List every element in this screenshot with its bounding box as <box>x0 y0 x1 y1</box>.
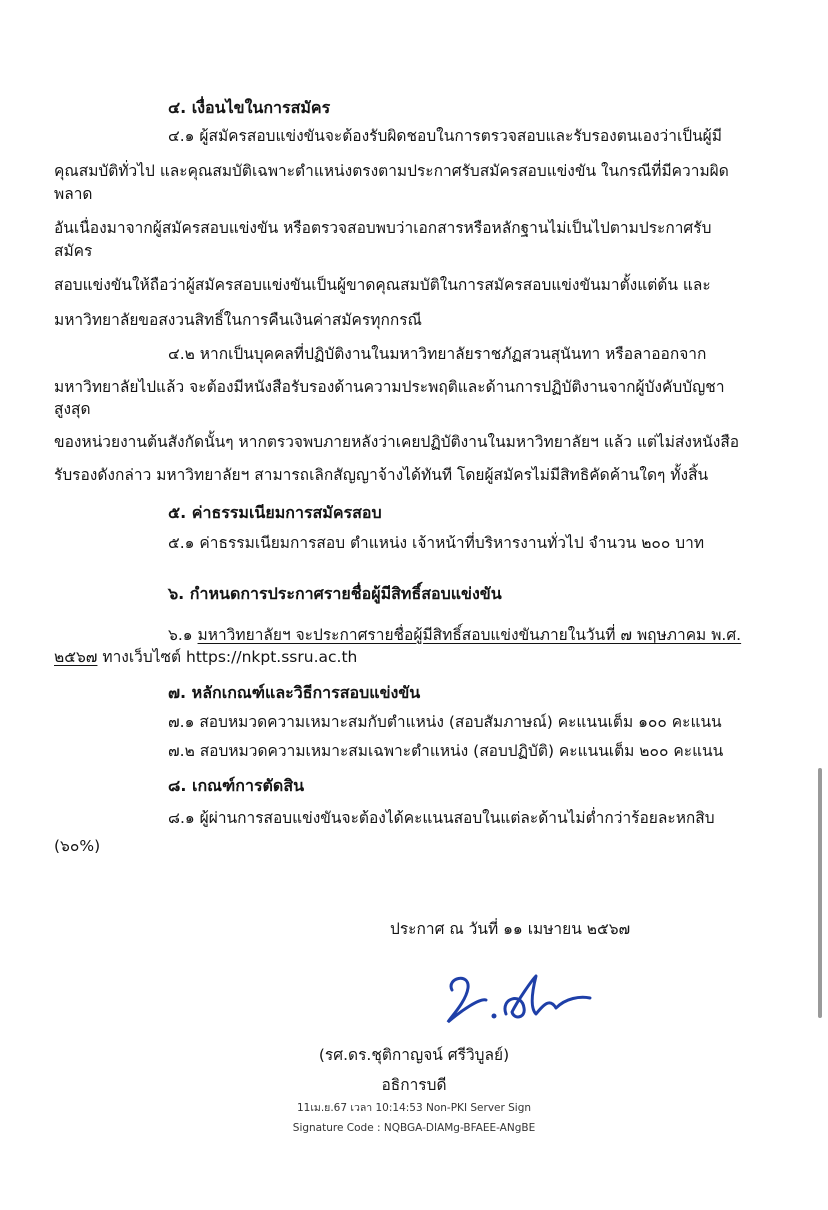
announce-date: ประกาศ ณ วันที่ ๑๑ เมษายน ๒๕๖๗ <box>390 920 631 938</box>
section-7-heading: ๗. หลักเกณฑ์และวิธีการสอบแข่งขัน <box>168 683 421 702</box>
section-5-heading: ๕. ค่าธรรมเนียมการสมัครสอบ <box>168 503 382 522</box>
text-line: ๔.๑ ผู้สมัครสอบแข่งขันจะต้องรับผิดชอบในการตรวจสอบและรับรองตนเองว่าเป็นผู้มี <box>168 127 722 145</box>
text-line: (๖๐%) <box>54 837 101 855</box>
text-line <box>168 624 741 646</box>
section-4-heading: ๔. เงื่อนไขในการสมัคร <box>168 98 331 117</box>
text-line: ๘.๑ ผู้ผ่านการสอบแข่งขันจะต้องได้คะแนนสอบในแต่ละด้านไม่ต่ำกว่าร้อยละหกสิบ <box>168 809 715 827</box>
section-6-heading: ๖. กำหนดการประกาศรายชื่อผู้มีสิทธิ์สอบแข่งขัน <box>168 584 502 603</box>
text-line: สมัคร <box>54 242 93 260</box>
text-line: ๕.๑ ค่าธรรมเนียมการสอบ ตำแหน่ง เจ้าหน้าที่บริหารงานทั่วไป จำนวน ๒๐๐ บาท <box>168 534 705 552</box>
item-number: ๖.๑ <box>168 626 198 644</box>
announcement-date-text: มหาวิทยาลัยฯ จะประกาศรายชื่อผู้มีสิทธิ์สอบแข่งขันภายในวันที่ ๗ พฤษภาคม พ.ศ. <box>197 626 742 644</box>
website-text: ทางเว็บไซต์ https://nkpt.ssru.ac.th <box>97 648 358 666</box>
signature-image <box>440 968 600 1030</box>
text-line: ๗.๑ สอบหมวดความเหมาะสมกับตำแหน่ง (สอบสัมภาษณ์) คะแนนเต็ม ๑๐๐ คะแนน <box>168 713 722 731</box>
signature-code: Signature Code : NQBGA-DIAMg-BFAEE-ANgBE <box>292 1122 536 1134</box>
scrollbar[interactable] <box>818 768 822 1018</box>
text-line: คุณสมบัติทั่วไป และคุณสมบัติเฉพาะตำแหน่งตรงตามประกาศรับสมัครสอบแข่งขัน ในกรณีที่มีความผิด <box>54 162 729 180</box>
text-line: มหาวิทยาลัยขอสงวนสิทธิ์ในการคืนเงินค่าสมัครทุกกรณี <box>54 311 422 329</box>
text-line: มหาวิทยาลัยไปแล้ว จะต้องมีหนังสือรับรองด้านความประพฤติและด้านการปฏิบัติงานจากผู้บังคับบัญชา <box>54 378 725 396</box>
text-line: สอบแข่งขันให้ถือว่าผู้สมัครสอบแข่งขันเป็นผู้ขาดคุณสมบัติในการสมัครสอบแข่งขันมาตั้งแต่ต้น และ <box>54 276 711 294</box>
text-line: ๗.๒ สอบหมวดความเหมาะสมเฉพาะตำแหน่ง (สอบปฏิบัติ) คะแนนเต็ม ๒๐๐ คะแนน <box>168 742 724 760</box>
signer-position: อธิการบดี <box>381 1076 447 1094</box>
text-line: อันเนื่องมาจากผู้สมัครสอบแข่งขัน หรือตรวจสอบพบว่าเอกสารหรือหลักฐานไม่เป็นไปตามประกาศรับ <box>54 219 712 237</box>
text-line: ของหน่วยงานต้นสังกัดนั้นๆ หากตรวจพบภายหลังว่าเคยปฏิบัติงานในมหาวิทยาลัยฯ แล้ว แต่ไม่ส่งหนังสือ <box>54 433 740 451</box>
signer-name: (รศ.ดร.ชุติกาญจน์ ศรีวิบูลย์) <box>318 1046 510 1064</box>
text-line <box>54 646 357 668</box>
sign-meta: 11เม.ย.67 เวลา 10:14:53 Non-PKI Server Sign <box>296 1102 532 1114</box>
text-line: รับรองดังกล่าว มหาวิทยาลัยฯ สามารถเลิกสัญญาจ้างได้ทันที โดยผู้สมัครไม่มีสิทธิคัดค้านใดๆ ทั้งสิ้น <box>54 466 709 484</box>
announcement-year: ๒๕๖๗ <box>54 648 98 666</box>
section-8-heading: ๘. เกณฑ์การตัดสิน <box>168 776 305 795</box>
text-line: สูงสุด <box>54 400 91 418</box>
text-line: ๔.๒ หากเป็นบุคคลที่ปฏิบัติงานในมหาวิทยาลัยราชภัฏสวนสุนันทา หรือลาออกจาก <box>168 345 707 363</box>
text-line: พลาด <box>54 185 93 203</box>
